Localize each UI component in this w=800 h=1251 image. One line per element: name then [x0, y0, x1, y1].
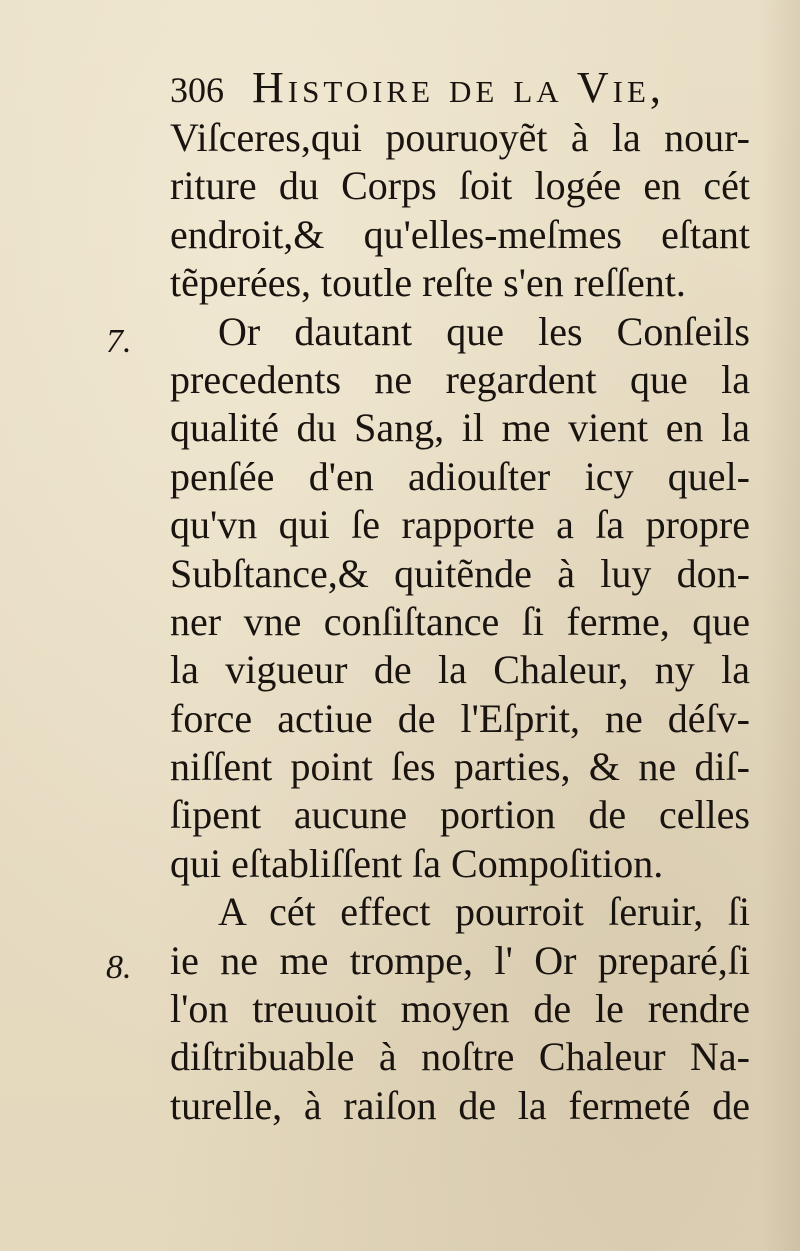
text-line: A cét effect pourroit ſeruir, ſi	[218, 889, 750, 935]
text-line: ner vne conſiſtance ſi ferme, que	[170, 598, 750, 644]
margin-paragraph-number-8: 8.	[106, 949, 132, 986]
text-line: endroit,& qu'elles-meſmes eſtant	[170, 211, 750, 257]
running-head-title: Histoire de la Vie,	[252, 63, 665, 112]
running-head	[170, 62, 730, 114]
text-line: precedents ne regardent que la	[170, 356, 750, 402]
text-line: penſée d'en adiouſter icy quel-	[170, 453, 750, 499]
text-line: riture du Corps ſoit logée en cét	[170, 163, 750, 209]
text-line: l'on treuuoit moyen de le rendre	[170, 986, 750, 1032]
text-line: tẽperées, toutle reſte s'en reſſent.	[170, 260, 686, 306]
text-line: qui eſtabliſſent ſa Compoſition.	[170, 840, 664, 886]
text-line: Viſceres,qui pouruoyẽt à la nour-	[170, 115, 750, 160]
margin-paragraph-number-7: 7.	[106, 323, 132, 360]
text-line: Or dautant que les Conſeils	[218, 308, 750, 354]
text-line: qualité du Sang, il me vient en la	[170, 405, 750, 451]
text-line: ſipent aucune portion de celles	[170, 792, 750, 838]
text-line: la vigueur de la Chaleur, ny la	[170, 647, 750, 693]
page-number: 306	[170, 70, 224, 110]
text-line: force actiue de l'Eſprit, ne déſv-	[170, 695, 750, 741]
text-line: diſtribuable à noſtre Chaleur Na-	[170, 1034, 750, 1080]
page-edge-shadow	[760, 0, 800, 1251]
text-line: Subſtance,& quitẽnde à luy don-	[170, 550, 750, 596]
text-line: ie ne me trompe, l' Or preparé,ſi	[170, 937, 750, 983]
text-line: turelle, à raiſon de la fermeté de	[170, 1082, 750, 1128]
text-line: niſſent point ſes parties, & ne diſ-	[170, 744, 750, 790]
text-line: qu'vn qui ſe rapporte a ſa propre	[170, 502, 750, 548]
body-text	[170, 114, 750, 1130]
